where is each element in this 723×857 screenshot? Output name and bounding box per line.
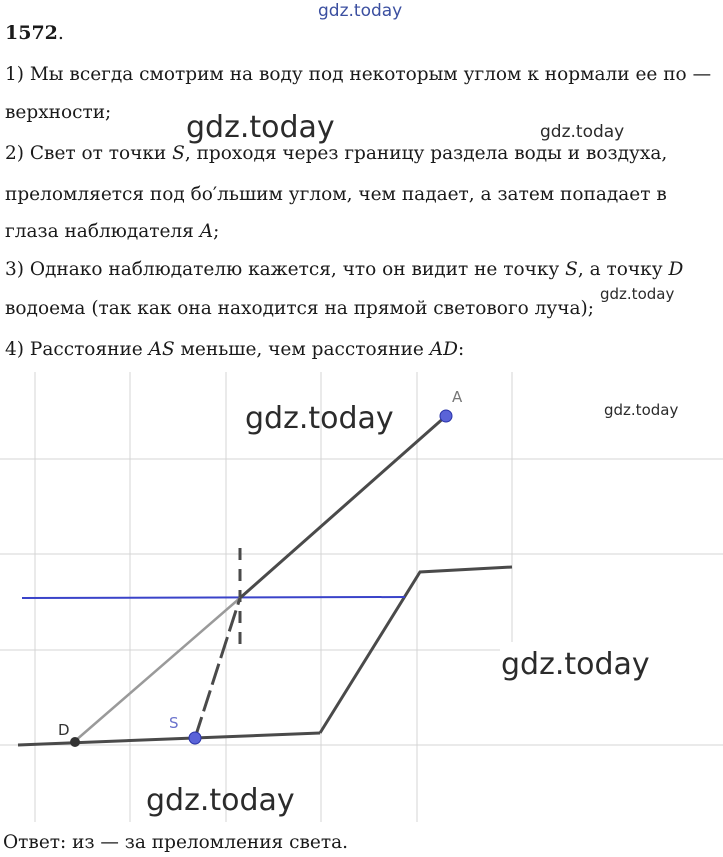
- watermark: gdz.today: [600, 285, 675, 303]
- label-d: D: [58, 721, 70, 739]
- text-line-8: 4) Расстояние AS меньше, чем расстояние AD:: [5, 339, 465, 360]
- text-line-1: 1) Мы всегда смотрим на воду под некоторым углом к нормали ее по —: [5, 64, 712, 85]
- text-line-3: 2) Свет от точки S, проходя через границу раздела воды и воздуха,: [5, 143, 668, 164]
- point-d: [70, 737, 80, 747]
- ray-to-observer: [240, 416, 446, 598]
- water-surface: [22, 597, 405, 598]
- watermark: gdz.today: [186, 110, 335, 145]
- problem-number: 1572.: [5, 22, 64, 44]
- apparent-ray: [75, 598, 240, 741]
- label-a: A: [452, 388, 463, 406]
- watermark: gdz.today: [146, 783, 295, 818]
- answer-text: Ответ: из — за преломления света.: [3, 832, 348, 853]
- watermark: gdz.today: [604, 401, 679, 419]
- text-line-5: глаза наблюдателя A;: [5, 221, 220, 242]
- text-line-4: преломляется под бо′льшим углом, чем падает, а затем попадает в: [5, 184, 667, 205]
- refraction-diagram: [0, 372, 723, 822]
- text-line-2: верхности;: [5, 102, 112, 123]
- point-a: [440, 410, 452, 422]
- text-line-7: водоема (так как она находится на прямой светового луча);: [5, 298, 595, 319]
- watermark: gdz.today: [540, 122, 625, 142]
- watermark: gdz.today: [501, 647, 650, 682]
- watermark-top: gdz.today: [318, 1, 403, 21]
- point-s: [189, 732, 201, 744]
- label-s: S: [169, 714, 179, 732]
- text-line-6: 3) Однако наблюдателю кажется, что он видит не точку S, а точку D: [5, 259, 684, 280]
- watermark: gdz.today: [245, 401, 394, 436]
